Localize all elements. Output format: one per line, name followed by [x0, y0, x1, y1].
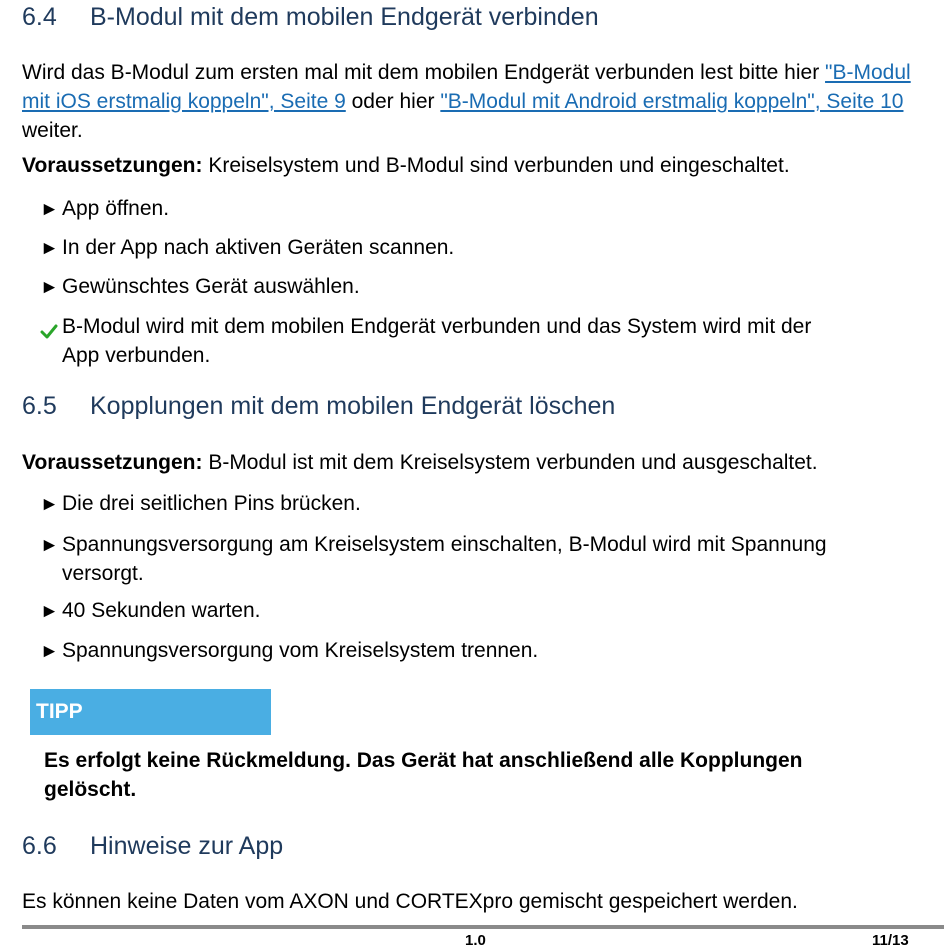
step-text: 40 Sekunden warten. [62, 599, 261, 622]
footer-divider [22, 925, 944, 929]
section-number: 6.5 [22, 392, 57, 420]
section-number: 6.6 [22, 832, 57, 860]
step-arrow-icon: ► [40, 535, 59, 556]
footer-version: 1.0 [465, 932, 486, 949]
section-title: B-Modul mit dem mobilen Endgerät verbinden [90, 3, 599, 31]
step-arrow-icon: ► [40, 277, 59, 298]
app-note-text: Es können keine Daten vom AXON und CORTEXpro gemischt gespeichert werden. [22, 890, 798, 913]
intro-paragraph [22, 58, 944, 145]
step-item [40, 272, 360, 302]
intro-text: Wird das B-Modul zum ersten mal mit dem mobilen Endgerät verbunden lest bitte hier [22, 61, 820, 84]
section-heading-6-4 [22, 3, 599, 32]
check-icon [40, 322, 58, 340]
step-arrow-icon: ► [40, 199, 59, 220]
step-item [40, 596, 260, 626]
result-text [62, 312, 942, 370]
tipp-line: gelöscht. [44, 778, 137, 801]
step-continuation: versorgt. [62, 562, 144, 585]
step-item [40, 636, 538, 666]
intro-text: oder hier [351, 90, 435, 113]
link-android-coupling[interactable]: "B-Modul mit Android erstmalig koppeln", Seite 10 [440, 90, 904, 113]
prerequisites-text: Kreiselsystem und B-Modul sind verbunden und eingeschaltet. [208, 154, 790, 177]
section-title: Kopplungen mit dem mobilen Endgerät löschen [90, 392, 616, 420]
step-text: Spannungsversorgung vom Kreiselsystem trennen. [62, 639, 539, 662]
section-title: Hinweise zur App [90, 832, 284, 860]
step-text: In der App nach aktiven Geräten scannen. [62, 236, 455, 259]
prerequisites-6-5 [22, 448, 818, 477]
prerequisites-text: B-Modul ist mit dem Kreiselsystem verbunden und ausgeschaltet. [208, 451, 818, 474]
footer-page-number: 11/13 [872, 932, 909, 949]
step-item [40, 489, 361, 519]
step-arrow-icon: ► [40, 494, 59, 515]
step-item [40, 194, 169, 224]
prerequisites-label: Voraussetzungen: [22, 451, 203, 474]
step-text: Gewünschtes Gerät auswählen. [62, 275, 360, 298]
step-text: Die drei seitlichen Pins brücken. [62, 492, 361, 515]
step-item [40, 530, 827, 560]
step-arrow-icon: ► [40, 641, 59, 662]
section-heading-6-6 [22, 832, 283, 861]
section-heading-6-5 [22, 392, 615, 421]
intro-text: weiter. [22, 119, 83, 142]
link-ios-coupling[interactable]: "B-Modul mit iOS erstmalig koppeln", Seite 9 [22, 61, 911, 113]
result-line: B-Modul wird mit dem mobilen Endgerät verbunden und das System wird mit der [62, 315, 812, 338]
section-number: 6.4 [22, 3, 57, 31]
result-line: App verbunden. [62, 344, 211, 367]
tipp-line: Es erfolgt keine Rückmeldung. Das Gerät hat anschließend alle Kopplungen [44, 749, 803, 772]
step-text: App öffnen. [62, 197, 170, 220]
step-arrow-icon: ► [40, 601, 59, 622]
step-arrow-icon: ► [40, 238, 59, 259]
tipp-text [44, 746, 944, 804]
step-item [40, 233, 454, 263]
prerequisites-6-4 [22, 151, 790, 180]
prerequisites-label: Voraussetzungen: [22, 154, 203, 177]
tipp-label: TIPP [30, 689, 271, 735]
step-text: Spannungsversorgung am Kreiselsystem einschalten, B-Modul wird mit Spannung [62, 533, 827, 556]
